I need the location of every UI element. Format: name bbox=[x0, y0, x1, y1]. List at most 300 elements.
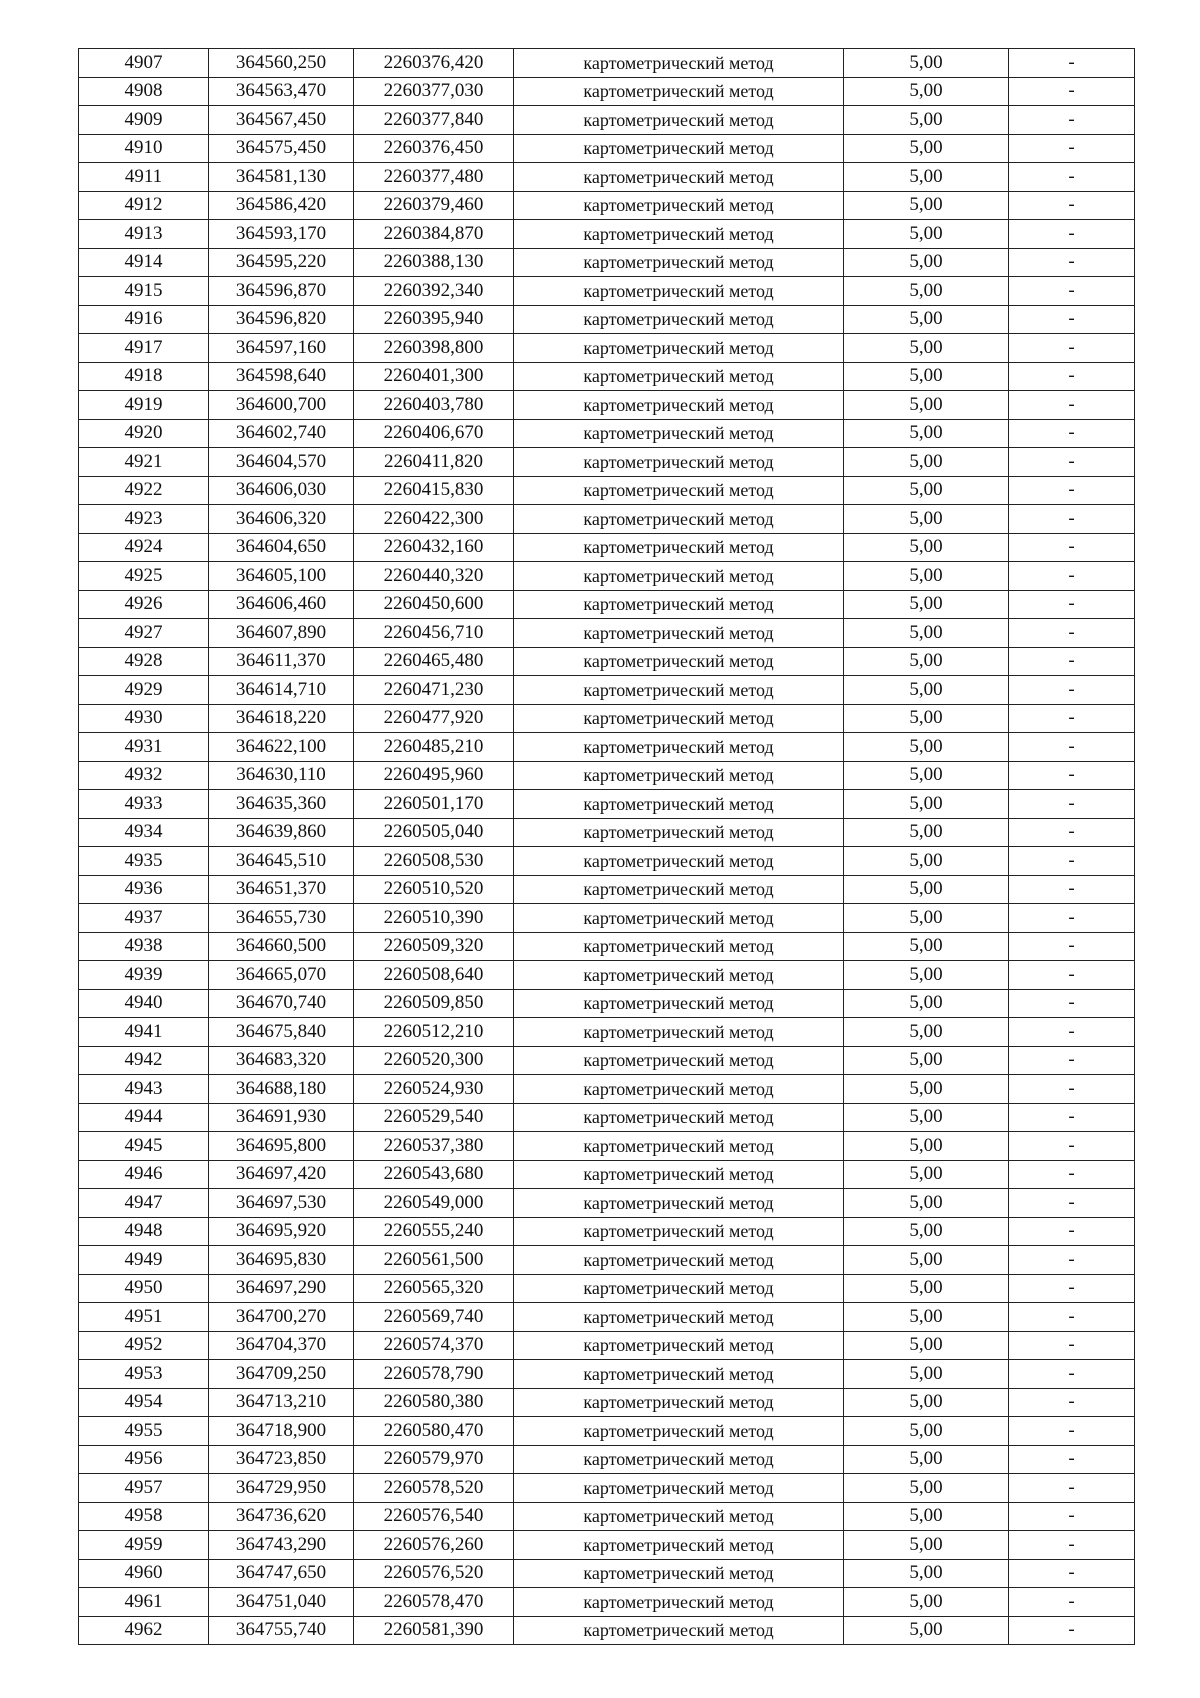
method-cell: картометрический метод bbox=[514, 1046, 844, 1075]
note-cell: - bbox=[1009, 761, 1135, 790]
accuracy-cell: 5,00 bbox=[844, 1274, 1009, 1303]
accuracy-cell: 5,00 bbox=[844, 1046, 1009, 1075]
table-row bbox=[79, 1616, 1135, 1645]
point-number-cell: 4918 bbox=[79, 362, 209, 391]
point-number-cell: 4935 bbox=[79, 847, 209, 876]
method-cell: картометрический метод bbox=[514, 49, 844, 78]
y-coordinate-cell: 2260537,380 bbox=[354, 1132, 514, 1161]
point-number-cell: 4917 bbox=[79, 334, 209, 363]
method-cell: картометрический метод bbox=[514, 562, 844, 591]
table-row bbox=[79, 904, 1135, 933]
point-number-cell: 4933 bbox=[79, 790, 209, 819]
y-coordinate-cell: 2260555,240 bbox=[354, 1217, 514, 1246]
method-cell: картометрический метод bbox=[514, 163, 844, 192]
accuracy-cell: 5,00 bbox=[844, 476, 1009, 505]
y-coordinate-cell: 2260376,450 bbox=[354, 134, 514, 163]
point-number-cell: 4912 bbox=[79, 191, 209, 220]
method-cell: картометрический метод bbox=[514, 362, 844, 391]
method-cell: картометрический метод bbox=[514, 875, 844, 904]
method-cell: картометрический метод bbox=[514, 1616, 844, 1645]
x-coordinate-cell: 364586,420 bbox=[209, 191, 354, 220]
point-number-cell: 4913 bbox=[79, 220, 209, 249]
table-row bbox=[79, 590, 1135, 619]
x-coordinate-cell: 364595,220 bbox=[209, 248, 354, 277]
x-coordinate-cell: 364751,040 bbox=[209, 1588, 354, 1617]
note-cell: - bbox=[1009, 334, 1135, 363]
note-cell: - bbox=[1009, 1616, 1135, 1645]
table-row bbox=[79, 1046, 1135, 1075]
x-coordinate-cell: 364691,930 bbox=[209, 1103, 354, 1132]
y-coordinate-cell: 2260510,390 bbox=[354, 904, 514, 933]
x-coordinate-cell: 364670,740 bbox=[209, 989, 354, 1018]
y-coordinate-cell: 2260450,600 bbox=[354, 590, 514, 619]
accuracy-cell: 5,00 bbox=[844, 77, 1009, 106]
method-cell: картометрический метод bbox=[514, 904, 844, 933]
y-coordinate-cell: 2260465,480 bbox=[354, 647, 514, 676]
x-coordinate-cell: 364683,320 bbox=[209, 1046, 354, 1075]
method-cell: картометрический метод bbox=[514, 1360, 844, 1389]
method-cell: картометрический метод bbox=[514, 790, 844, 819]
method-cell: картометрический метод bbox=[514, 1246, 844, 1275]
method-cell: картометрический метод bbox=[514, 505, 844, 534]
table-row bbox=[79, 1303, 1135, 1332]
method-cell: картометрический метод bbox=[514, 1502, 844, 1531]
point-number-cell: 4950 bbox=[79, 1274, 209, 1303]
table-row bbox=[79, 818, 1135, 847]
accuracy-cell: 5,00 bbox=[844, 1388, 1009, 1417]
table-row bbox=[79, 790, 1135, 819]
y-coordinate-cell: 2260398,800 bbox=[354, 334, 514, 363]
x-coordinate-cell: 364606,460 bbox=[209, 590, 354, 619]
point-number-cell: 4955 bbox=[79, 1417, 209, 1446]
x-coordinate-cell: 364596,820 bbox=[209, 305, 354, 334]
y-coordinate-cell: 2260580,380 bbox=[354, 1388, 514, 1417]
method-cell: картометрический метод bbox=[514, 1160, 844, 1189]
method-cell: картометрический метод bbox=[514, 704, 844, 733]
accuracy-cell: 5,00 bbox=[844, 1303, 1009, 1332]
x-coordinate-cell: 364736,620 bbox=[209, 1502, 354, 1531]
method-cell: картометрический метод bbox=[514, 1417, 844, 1446]
y-coordinate-cell: 2260578,520 bbox=[354, 1474, 514, 1503]
note-cell: - bbox=[1009, 932, 1135, 961]
accuracy-cell: 5,00 bbox=[844, 1160, 1009, 1189]
point-number-cell: 4928 bbox=[79, 647, 209, 676]
y-coordinate-cell: 2260377,480 bbox=[354, 163, 514, 192]
method-cell: картометрический метод bbox=[514, 818, 844, 847]
method-cell: картометрический метод bbox=[514, 619, 844, 648]
table-row bbox=[79, 1075, 1135, 1104]
y-coordinate-cell: 2260411,820 bbox=[354, 448, 514, 477]
table-row bbox=[79, 533, 1135, 562]
table-row bbox=[79, 77, 1135, 106]
accuracy-cell: 5,00 bbox=[844, 134, 1009, 163]
x-coordinate-cell: 364743,290 bbox=[209, 1531, 354, 1560]
point-number-cell: 4922 bbox=[79, 476, 209, 505]
accuracy-cell: 5,00 bbox=[844, 1189, 1009, 1218]
table-row bbox=[79, 1445, 1135, 1474]
x-coordinate-cell: 364704,370 bbox=[209, 1331, 354, 1360]
table-row bbox=[79, 932, 1135, 961]
point-number-cell: 4946 bbox=[79, 1160, 209, 1189]
table-row bbox=[79, 1160, 1135, 1189]
table-row bbox=[79, 334, 1135, 363]
y-coordinate-cell: 2260477,920 bbox=[354, 704, 514, 733]
x-coordinate-cell: 364747,650 bbox=[209, 1559, 354, 1588]
point-number-cell: 4919 bbox=[79, 391, 209, 420]
point-number-cell: 4954 bbox=[79, 1388, 209, 1417]
accuracy-cell: 5,00 bbox=[844, 220, 1009, 249]
table-row bbox=[79, 1189, 1135, 1218]
method-cell: картометрический метод bbox=[514, 220, 844, 249]
table-row bbox=[79, 1018, 1135, 1047]
method-cell: картометрический метод bbox=[514, 1189, 844, 1218]
method-cell: картометрический метод bbox=[514, 1388, 844, 1417]
point-number-cell: 4910 bbox=[79, 134, 209, 163]
point-number-cell: 4948 bbox=[79, 1217, 209, 1246]
accuracy-cell: 5,00 bbox=[844, 647, 1009, 676]
x-coordinate-cell: 364606,320 bbox=[209, 505, 354, 534]
note-cell: - bbox=[1009, 1046, 1135, 1075]
table-row bbox=[79, 1531, 1135, 1560]
note-cell: - bbox=[1009, 1075, 1135, 1104]
table-row bbox=[79, 476, 1135, 505]
accuracy-cell: 5,00 bbox=[844, 1417, 1009, 1446]
note-cell: - bbox=[1009, 1360, 1135, 1389]
x-coordinate-cell: 364593,170 bbox=[209, 220, 354, 249]
method-cell: картометрический метод bbox=[514, 305, 844, 334]
x-coordinate-cell: 364630,110 bbox=[209, 761, 354, 790]
note-cell: - bbox=[1009, 1103, 1135, 1132]
table-row bbox=[79, 505, 1135, 534]
method-cell: картометрический метод bbox=[514, 761, 844, 790]
point-number-cell: 4944 bbox=[79, 1103, 209, 1132]
x-coordinate-cell: 364598,640 bbox=[209, 362, 354, 391]
y-coordinate-cell: 2260422,300 bbox=[354, 505, 514, 534]
x-coordinate-cell: 364695,800 bbox=[209, 1132, 354, 1161]
method-cell: картометрический метод bbox=[514, 1445, 844, 1474]
y-coordinate-cell: 2260581,390 bbox=[354, 1616, 514, 1645]
table-row bbox=[79, 619, 1135, 648]
method-cell: картометрический метод bbox=[514, 77, 844, 106]
note-cell: - bbox=[1009, 362, 1135, 391]
y-coordinate-cell: 2260549,000 bbox=[354, 1189, 514, 1218]
accuracy-cell: 5,00 bbox=[844, 1502, 1009, 1531]
table-row bbox=[79, 1217, 1135, 1246]
x-coordinate-cell: 364575,450 bbox=[209, 134, 354, 163]
y-coordinate-cell: 2260576,520 bbox=[354, 1559, 514, 1588]
accuracy-cell: 5,00 bbox=[844, 1474, 1009, 1503]
point-number-cell: 4916 bbox=[79, 305, 209, 334]
x-coordinate-cell: 364713,210 bbox=[209, 1388, 354, 1417]
method-cell: картометрический метод bbox=[514, 1132, 844, 1161]
note-cell: - bbox=[1009, 647, 1135, 676]
note-cell: - bbox=[1009, 676, 1135, 705]
note-cell: - bbox=[1009, 1588, 1135, 1617]
y-coordinate-cell: 2260524,930 bbox=[354, 1075, 514, 1104]
accuracy-cell: 5,00 bbox=[844, 676, 1009, 705]
note-cell: - bbox=[1009, 847, 1135, 876]
note-cell: - bbox=[1009, 391, 1135, 420]
table-row bbox=[79, 1417, 1135, 1446]
note-cell: - bbox=[1009, 1445, 1135, 1474]
note-cell: - bbox=[1009, 448, 1135, 477]
y-coordinate-cell: 2260395,940 bbox=[354, 305, 514, 334]
note-cell: - bbox=[1009, 191, 1135, 220]
note-cell: - bbox=[1009, 163, 1135, 192]
point-number-cell: 4940 bbox=[79, 989, 209, 1018]
x-coordinate-cell: 364600,700 bbox=[209, 391, 354, 420]
note-cell: - bbox=[1009, 818, 1135, 847]
y-coordinate-cell: 2260432,160 bbox=[354, 533, 514, 562]
x-coordinate-cell: 364606,030 bbox=[209, 476, 354, 505]
accuracy-cell: 5,00 bbox=[844, 277, 1009, 306]
x-coordinate-cell: 364695,920 bbox=[209, 1217, 354, 1246]
accuracy-cell: 5,00 bbox=[844, 334, 1009, 363]
accuracy-cell: 5,00 bbox=[844, 163, 1009, 192]
note-cell: - bbox=[1009, 1417, 1135, 1446]
x-coordinate-cell: 364611,370 bbox=[209, 647, 354, 676]
method-cell: картометрический метод bbox=[514, 248, 844, 277]
point-number-cell: 4915 bbox=[79, 277, 209, 306]
x-coordinate-cell: 364651,370 bbox=[209, 875, 354, 904]
x-coordinate-cell: 364602,740 bbox=[209, 419, 354, 448]
point-number-cell: 4908 bbox=[79, 77, 209, 106]
note-cell: - bbox=[1009, 1531, 1135, 1560]
point-number-cell: 4951 bbox=[79, 1303, 209, 1332]
method-cell: картометрический метод bbox=[514, 676, 844, 705]
table-row bbox=[79, 647, 1135, 676]
method-cell: картометрический метод bbox=[514, 1331, 844, 1360]
x-coordinate-cell: 364563,470 bbox=[209, 77, 354, 106]
method-cell: картометрический метод bbox=[514, 847, 844, 876]
note-cell: - bbox=[1009, 989, 1135, 1018]
point-number-cell: 4960 bbox=[79, 1559, 209, 1588]
accuracy-cell: 5,00 bbox=[844, 106, 1009, 135]
point-number-cell: 4961 bbox=[79, 1588, 209, 1617]
y-coordinate-cell: 2260509,320 bbox=[354, 932, 514, 961]
table-row bbox=[79, 305, 1135, 334]
accuracy-cell: 5,00 bbox=[844, 1132, 1009, 1161]
table-row bbox=[79, 847, 1135, 876]
x-coordinate-cell: 364581,130 bbox=[209, 163, 354, 192]
note-cell: - bbox=[1009, 49, 1135, 78]
table-row bbox=[79, 191, 1135, 220]
table-row bbox=[79, 49, 1135, 78]
table-row bbox=[79, 1502, 1135, 1531]
method-cell: картометрический метод bbox=[514, 1018, 844, 1047]
table-row bbox=[79, 989, 1135, 1018]
table-row bbox=[79, 1388, 1135, 1417]
y-coordinate-cell: 2260580,470 bbox=[354, 1417, 514, 1446]
method-cell: картометрический метод bbox=[514, 448, 844, 477]
accuracy-cell: 5,00 bbox=[844, 391, 1009, 420]
table-row bbox=[79, 875, 1135, 904]
y-coordinate-cell: 2260508,530 bbox=[354, 847, 514, 876]
method-cell: картометрический метод bbox=[514, 932, 844, 961]
method-cell: картометрический метод bbox=[514, 134, 844, 163]
accuracy-cell: 5,00 bbox=[844, 790, 1009, 819]
point-number-cell: 4936 bbox=[79, 875, 209, 904]
note-cell: - bbox=[1009, 904, 1135, 933]
accuracy-cell: 5,00 bbox=[844, 362, 1009, 391]
x-coordinate-cell: 364596,870 bbox=[209, 277, 354, 306]
note-cell: - bbox=[1009, 1246, 1135, 1275]
x-coordinate-cell: 364697,530 bbox=[209, 1189, 354, 1218]
point-number-cell: 4920 bbox=[79, 419, 209, 448]
note-cell: - bbox=[1009, 1474, 1135, 1503]
method-cell: картометрический метод bbox=[514, 391, 844, 420]
x-coordinate-cell: 364709,250 bbox=[209, 1360, 354, 1389]
accuracy-cell: 5,00 bbox=[844, 1445, 1009, 1474]
y-coordinate-cell: 2260529,540 bbox=[354, 1103, 514, 1132]
accuracy-cell: 5,00 bbox=[844, 847, 1009, 876]
point-number-cell: 4907 bbox=[79, 49, 209, 78]
point-number-cell: 4923 bbox=[79, 505, 209, 534]
method-cell: картометрический метод bbox=[514, 647, 844, 676]
y-coordinate-cell: 2260505,040 bbox=[354, 818, 514, 847]
note-cell: - bbox=[1009, 1502, 1135, 1531]
method-cell: картометрический метод bbox=[514, 1474, 844, 1503]
y-coordinate-cell: 2260456,710 bbox=[354, 619, 514, 648]
y-coordinate-cell: 2260576,260 bbox=[354, 1531, 514, 1560]
accuracy-cell: 5,00 bbox=[844, 305, 1009, 334]
accuracy-cell: 5,00 bbox=[844, 505, 1009, 534]
x-coordinate-cell: 364618,220 bbox=[209, 704, 354, 733]
accuracy-cell: 5,00 bbox=[844, 1217, 1009, 1246]
x-coordinate-cell: 364729,950 bbox=[209, 1474, 354, 1503]
y-coordinate-cell: 2260576,540 bbox=[354, 1502, 514, 1531]
accuracy-cell: 5,00 bbox=[844, 989, 1009, 1018]
point-number-cell: 4930 bbox=[79, 704, 209, 733]
x-coordinate-cell: 364604,650 bbox=[209, 533, 354, 562]
accuracy-cell: 5,00 bbox=[844, 704, 1009, 733]
x-coordinate-cell: 364660,500 bbox=[209, 932, 354, 961]
point-number-cell: 4939 bbox=[79, 961, 209, 990]
table-row bbox=[79, 1360, 1135, 1389]
table-row bbox=[79, 220, 1135, 249]
y-coordinate-cell: 2260415,830 bbox=[354, 476, 514, 505]
accuracy-cell: 5,00 bbox=[844, 191, 1009, 220]
table-row bbox=[79, 106, 1135, 135]
y-coordinate-cell: 2260440,320 bbox=[354, 562, 514, 591]
y-coordinate-cell: 2260565,320 bbox=[354, 1274, 514, 1303]
table-row bbox=[79, 448, 1135, 477]
note-cell: - bbox=[1009, 1331, 1135, 1360]
accuracy-cell: 5,00 bbox=[844, 733, 1009, 762]
accuracy-cell: 5,00 bbox=[844, 761, 1009, 790]
x-coordinate-cell: 364697,420 bbox=[209, 1160, 354, 1189]
accuracy-cell: 5,00 bbox=[844, 1588, 1009, 1617]
coordinates-table-body bbox=[79, 49, 1135, 1645]
accuracy-cell: 5,00 bbox=[844, 818, 1009, 847]
method-cell: картометрический метод bbox=[514, 476, 844, 505]
note-cell: - bbox=[1009, 305, 1135, 334]
accuracy-cell: 5,00 bbox=[844, 1246, 1009, 1275]
accuracy-cell: 5,00 bbox=[844, 961, 1009, 990]
table-row bbox=[79, 562, 1135, 591]
point-number-cell: 4949 bbox=[79, 1246, 209, 1275]
note-cell: - bbox=[1009, 476, 1135, 505]
x-coordinate-cell: 364622,100 bbox=[209, 733, 354, 762]
y-coordinate-cell: 2260578,470 bbox=[354, 1588, 514, 1617]
y-coordinate-cell: 2260510,520 bbox=[354, 875, 514, 904]
y-coordinate-cell: 2260379,460 bbox=[354, 191, 514, 220]
accuracy-cell: 5,00 bbox=[844, 932, 1009, 961]
y-coordinate-cell: 2260376,420 bbox=[354, 49, 514, 78]
x-coordinate-cell: 364635,360 bbox=[209, 790, 354, 819]
table-row bbox=[79, 1474, 1135, 1503]
x-coordinate-cell: 364665,070 bbox=[209, 961, 354, 990]
y-coordinate-cell: 2260509,850 bbox=[354, 989, 514, 1018]
table-row bbox=[79, 248, 1135, 277]
accuracy-cell: 5,00 bbox=[844, 419, 1009, 448]
point-number-cell: 4909 bbox=[79, 106, 209, 135]
x-coordinate-cell: 364567,450 bbox=[209, 106, 354, 135]
table-row bbox=[79, 1274, 1135, 1303]
table-row bbox=[79, 1588, 1135, 1617]
note-cell: - bbox=[1009, 590, 1135, 619]
accuracy-cell: 5,00 bbox=[844, 619, 1009, 648]
table-row bbox=[79, 704, 1135, 733]
x-coordinate-cell: 364605,100 bbox=[209, 562, 354, 591]
point-number-cell: 4942 bbox=[79, 1046, 209, 1075]
method-cell: картометрический метод bbox=[514, 191, 844, 220]
x-coordinate-cell: 364718,900 bbox=[209, 1417, 354, 1446]
accuracy-cell: 5,00 bbox=[844, 448, 1009, 477]
y-coordinate-cell: 2260495,960 bbox=[354, 761, 514, 790]
point-number-cell: 4959 bbox=[79, 1531, 209, 1560]
note-cell: - bbox=[1009, 733, 1135, 762]
y-coordinate-cell: 2260578,790 bbox=[354, 1360, 514, 1389]
y-coordinate-cell: 2260543,680 bbox=[354, 1160, 514, 1189]
point-number-cell: 4943 bbox=[79, 1075, 209, 1104]
x-coordinate-cell: 364697,290 bbox=[209, 1274, 354, 1303]
table-row bbox=[79, 1132, 1135, 1161]
table-row bbox=[79, 733, 1135, 762]
y-coordinate-cell: 2260485,210 bbox=[354, 733, 514, 762]
x-coordinate-cell: 364604,570 bbox=[209, 448, 354, 477]
method-cell: картометрический метод bbox=[514, 106, 844, 135]
y-coordinate-cell: 2260377,840 bbox=[354, 106, 514, 135]
point-number-cell: 4925 bbox=[79, 562, 209, 591]
note-cell: - bbox=[1009, 1189, 1135, 1218]
method-cell: картометрический метод bbox=[514, 1075, 844, 1104]
y-coordinate-cell: 2260384,870 bbox=[354, 220, 514, 249]
note-cell: - bbox=[1009, 533, 1135, 562]
y-coordinate-cell: 2260561,500 bbox=[354, 1246, 514, 1275]
note-cell: - bbox=[1009, 106, 1135, 135]
x-coordinate-cell: 364597,160 bbox=[209, 334, 354, 363]
table-row bbox=[79, 134, 1135, 163]
note-cell: - bbox=[1009, 77, 1135, 106]
note-cell: - bbox=[1009, 248, 1135, 277]
point-number-cell: 4934 bbox=[79, 818, 209, 847]
method-cell: картометрический метод bbox=[514, 1103, 844, 1132]
point-number-cell: 4932 bbox=[79, 761, 209, 790]
point-number-cell: 4929 bbox=[79, 676, 209, 705]
accuracy-cell: 5,00 bbox=[844, 1075, 1009, 1104]
x-coordinate-cell: 364645,510 bbox=[209, 847, 354, 876]
x-coordinate-cell: 364655,730 bbox=[209, 904, 354, 933]
note-cell: - bbox=[1009, 134, 1135, 163]
method-cell: картометрический метод bbox=[514, 277, 844, 306]
x-coordinate-cell: 364675,840 bbox=[209, 1018, 354, 1047]
point-number-cell: 4952 bbox=[79, 1331, 209, 1360]
accuracy-cell: 5,00 bbox=[844, 1103, 1009, 1132]
point-number-cell: 4962 bbox=[79, 1616, 209, 1645]
y-coordinate-cell: 2260377,030 bbox=[354, 77, 514, 106]
y-coordinate-cell: 2260388,130 bbox=[354, 248, 514, 277]
